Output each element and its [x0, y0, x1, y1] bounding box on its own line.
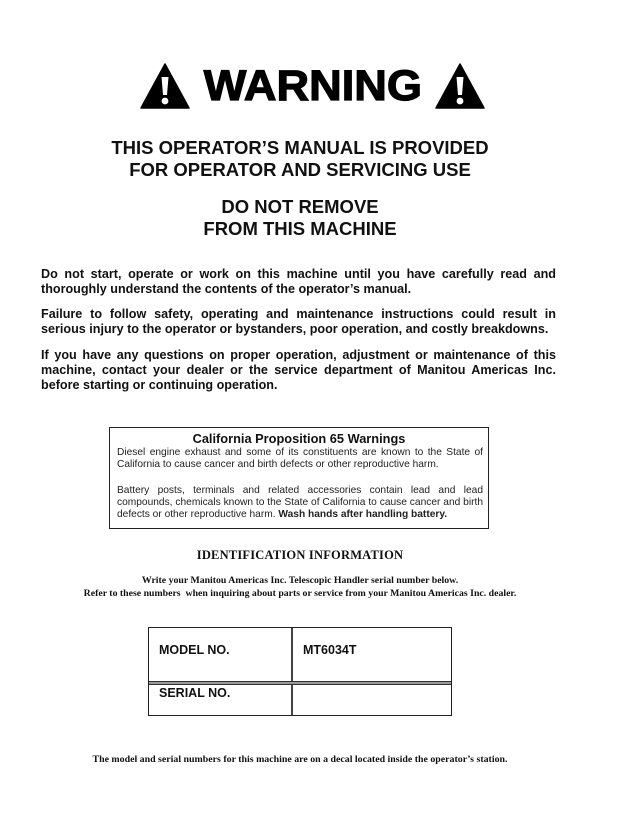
warning-triangle-icon [140, 63, 190, 109]
model-label: MODEL NO. [159, 643, 230, 657]
identification-instruction: Refer to these numbers when inquiring about parts or service from your Manitou Americas Inc. dealer. [83, 588, 517, 599]
heading-line: DO NOT REMOVE [221, 196, 379, 217]
model-value: MT6034T [303, 643, 357, 657]
prop65-wash-hands: Wash hands after handling battery. [278, 508, 448, 520]
decal-location-note: The model and serial numbers for this machine are on a decal located inside the operator’s station. [92, 754, 508, 765]
safety-paragraph: Failure to follow safety, operating and maintenance instructions could result in serious injury to the operator or bystanders, poor operation, and costly breakdowns. [41, 307, 556, 337]
safety-paragraph: Do not start, operate or work on this machine until you have carefully read and thoroughly understand the contents of the operator’s manual. [41, 267, 556, 297]
identification-title: IDENTIFICATION INFORMATION [196, 548, 404, 562]
manual-notice-heading [0, 137, 600, 181]
row-divider [149, 681, 451, 685]
heading-line: FOR OPERATOR AND SERVICING USE [129, 159, 471, 180]
prop65-battery-body: Battery posts, terminals and related accessories contain lead and lead compounds, chemicals known to the State of California to cause cancer and birth defects or other reproductive harm. [117, 485, 483, 520]
column-divider [291, 628, 293, 715]
heading-line: THIS OPERATOR’S MANUAL IS PROVIDED [111, 137, 489, 158]
identification-instruction: Write your Manitou Americas Inc. Telescopic Handler serial number below. [141, 575, 459, 586]
warning-triangle-icon [435, 63, 485, 109]
prop65-battery-text [117, 485, 483, 520]
prop65-title: California Proposition 65 Warnings [192, 431, 406, 446]
do-not-remove-heading [0, 196, 600, 240]
serial-label: SERIAL NO. [159, 686, 231, 700]
serial-value-field[interactable] [303, 686, 443, 702]
prop65-warning-box [109, 427, 489, 529]
heading-line: FROM THIS MACHINE [203, 218, 397, 239]
warning-banner [140, 60, 485, 112]
prop65-diesel-text: Diesel engine exhaust and some of its constituents are known to the State of California to cause cancer and birth defects or other reproductive harm. [117, 447, 483, 470]
warning-title: WARNING [203, 61, 422, 110]
identification-table [148, 627, 452, 716]
safety-paragraph: If you have any questions on proper operation, adjustment or maintenance of this machine, contact your dealer or the service department of Manitou Americas Inc. before starting or continuing operation. [41, 348, 556, 393]
